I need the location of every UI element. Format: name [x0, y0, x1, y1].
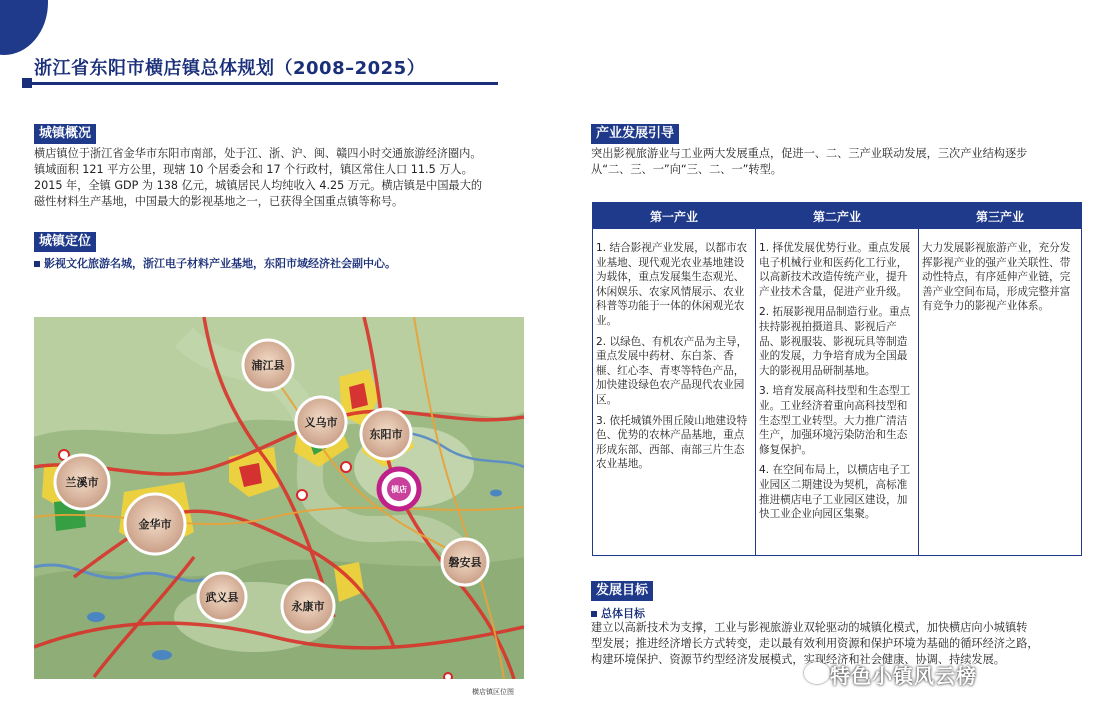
- positioning-heading: 城镇定位: [34, 232, 96, 252]
- overview-line: 镇域面积 121 平方公里，现辖 10 个居委会和 17 个行政村，镇区常住人口 11.5 万人。: [34, 163, 473, 176]
- jinhua-label: 金华市: [138, 518, 172, 531]
- watermark-logo: [804, 662, 830, 684]
- primary-header: 第一产业: [593, 203, 755, 229]
- goals-heading: 发展目标: [591, 581, 653, 601]
- industry-heading: 产业发展引导: [591, 124, 679, 144]
- watermark: 特色小镇风云榜: [830, 664, 977, 688]
- location-map: [34, 317, 524, 679]
- primary-item: 3. 依托城镇外围丘陵山地建设特色、优势的农林产品基地，重点形成东部、西部、南部三片生态农业基地。: [596, 414, 748, 471]
- yongkang-label: 永康市: [291, 600, 325, 613]
- panan-label: 磐安县: [448, 556, 482, 569]
- secondary-column: [756, 203, 919, 555]
- goals-line: 型发展；推进经济增长方式转变，走以最有效利用资源和保护环境为基础的循环经济之路，: [591, 637, 1039, 650]
- secondary-item: 4. 在空间布局上，以横店电子工业园区二期建设为契机，高标准推进横店电子工业园区建设，加快工业企业向园区集聚。: [759, 464, 911, 521]
- overview-heading: 城镇概况: [34, 124, 96, 144]
- tertiary-header: 第三产业: [919, 203, 1081, 229]
- yiwu-label: 义乌市: [304, 416, 338, 429]
- primary-item: 2. 以绿色、有机农产品为主导，重点发展中药材、东白茶、香榧、红心李、青枣等特色产品，加快建设绿色农产品现代农业园区。: [596, 335, 748, 406]
- goals-line: 建立以高新技术为支撑，工业与影视旅游业双轮驱动的城镇化模式，加快横店向小城镇转: [591, 621, 1028, 634]
- industry-table: [592, 202, 1082, 556]
- overview-line: 2015 年，全镇 GDP 为 138 亿元，城镇居民人均纯收入 4.25 万元。横店镇是中国最大的: [34, 179, 483, 192]
- secondary-item: 1. 择优发展优势行业。重点发展电子机械行业和医药化工行业，以高新技术改造传统产业，提升产业技术含量，促进产业升级。: [759, 242, 911, 298]
- lanxi-label: 兰溪市: [65, 476, 99, 489]
- hengdian-label: 横店: [391, 485, 407, 494]
- industry-line: 突出影视旅游业与工业两大发展重点，促进一、二、三产业联动发展，三次产业结构逐步: [591, 147, 1028, 160]
- bullet-square: [34, 261, 40, 267]
- industry-line: 从“二、三、一”向“三、二、一”转型。: [591, 163, 782, 176]
- overview-line: 横店镇位于浙江省金华市东阳市南部，处于江、浙、沪、闽、赣四小时交通旅游经济圈内。: [34, 147, 482, 160]
- pujiang-label: 浦江县: [251, 359, 285, 372]
- tertiary-body: [919, 229, 1081, 323]
- primary-item: 1. 结合影视产业发展，以都市农业基地、现代观光农业基地建设为载体，重点发展集生态观光、休闲娱乐、农家风情展示、农业科普等功能于一体的休闲观光农业。: [596, 242, 748, 327]
- secondary-item: 3. 培育发展高科技型和生态型工业。工业经济着重向高科技型和生态型工业转型。大力推广清洁生产，加强环境污染防治和生态修复保护。: [759, 385, 911, 456]
- goals-subheading: [591, 605, 645, 621]
- positioning-bullet: [34, 255, 396, 271]
- overview-line: 磁性材料生产基地，中国最大的影视基地之一，已获得全国重点镇等称号。: [34, 195, 404, 208]
- secondary-item: 2. 拓展影视用品制造行业。重点扶持影视拍摄道具、影视后产品、影视服装、影视玩具等制造业的发展，力争培育成为全国最大的影视用品研制基地。: [759, 306, 911, 377]
- overview-text: [34, 146, 534, 210]
- dongyang-label: 东阳市: [369, 428, 403, 441]
- map-caption: 横店镇区位图: [472, 688, 514, 696]
- secondary-body: [756, 229, 918, 531]
- secondary-header: 第二产业: [756, 203, 918, 229]
- tertiary-column: [919, 203, 1081, 555]
- positioning-text: 影视文化旅游名城，浙江电子材料产业基地，东阳市域经济社会副中心。: [44, 257, 396, 270]
- primary-body: [593, 229, 755, 481]
- bullet-square: [591, 611, 597, 617]
- page-title: 浙江省东阳市横店镇总体规划（2008–2025）: [34, 58, 426, 79]
- wuyi-label: 武义县: [205, 591, 239, 604]
- location-map-graphic: [34, 317, 524, 679]
- corner-decoration: [0, 0, 48, 55]
- goals-subheading-text: 总体目标: [601, 607, 645, 620]
- title-rule: [22, 82, 498, 85]
- industry-text: [591, 146, 1081, 178]
- primary-column: [593, 203, 756, 555]
- goals-line: 构建环境保护、资源节约型经济发展模式，实现经济和社会健康、协调、持续发展。: [591, 653, 1005, 666]
- tertiary-item: 大力发展影视旅游产业，充分发挥影视产业的强产业关联性、带动性特点，有序延伸产业链，完善产业空间布局，形成完整并富有竞争力的影视产业体系。: [922, 242, 1071, 313]
